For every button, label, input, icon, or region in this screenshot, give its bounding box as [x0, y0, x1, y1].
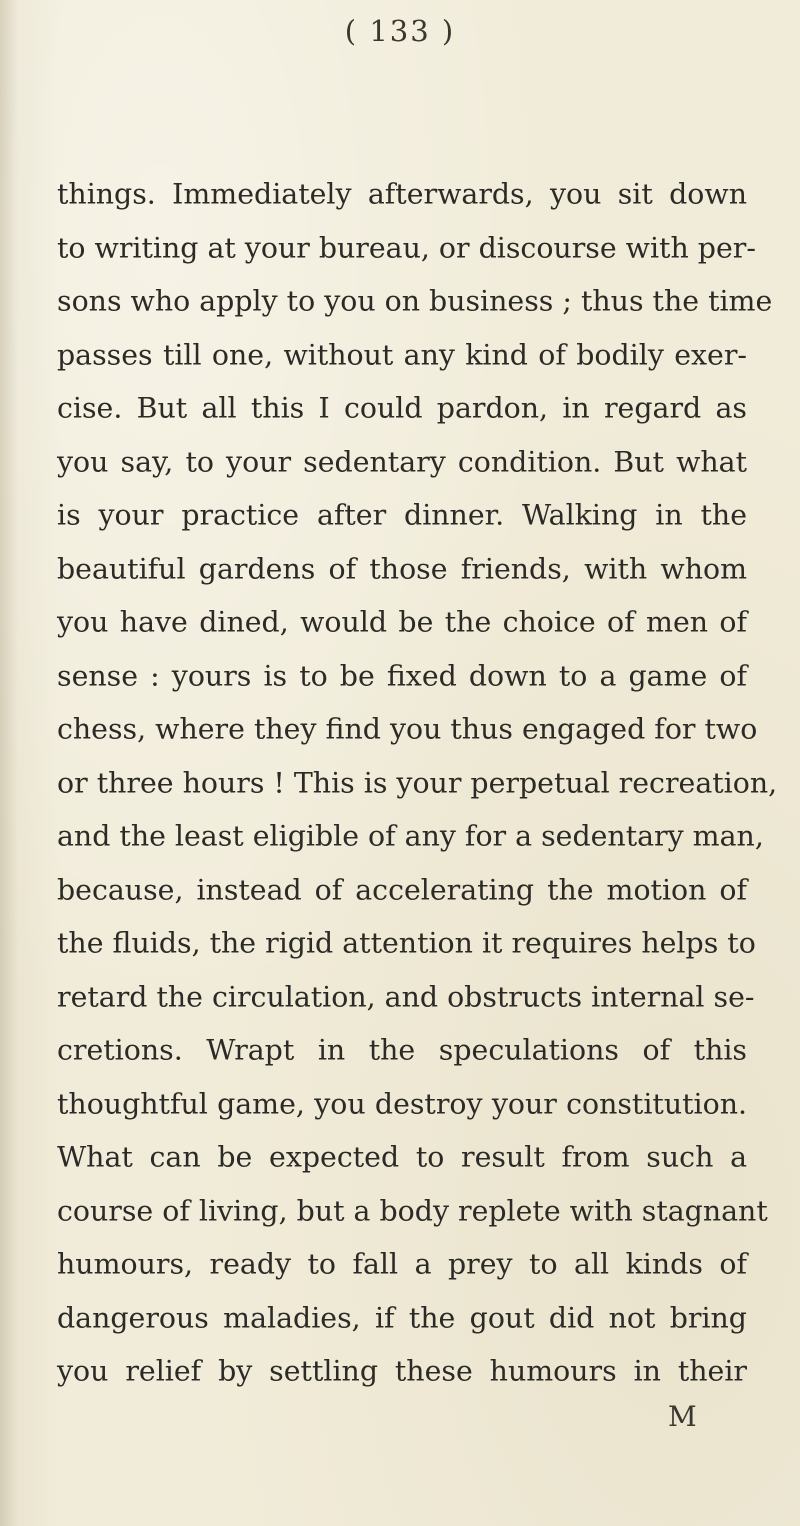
text-line: you say, to your sedentary condition. But what: [57, 445, 747, 478]
text-line: or three hours ! This is your perpetual recreation,: [57, 766, 778, 799]
text-line: beautiful gardens of those friends, with whom: [57, 552, 747, 585]
page-edge-shadow: [0, 0, 18, 1526]
text-line: cretions. Wrapt in the speculations of this: [57, 1033, 747, 1067]
text-line: you have dined, would be the choice of men of: [57, 605, 747, 639]
text-line: passes till one, without any kind of bodily exer-: [57, 338, 747, 371]
text-line: course of living, but a body replete with stagnant: [57, 1194, 768, 1227]
catchword: M: [668, 1400, 697, 1433]
text-line: you relief by settling these humours in their: [57, 1354, 747, 1388]
text-line: cise. But all this I could pardon, in regard as: [57, 391, 747, 425]
text-line: thoughtful game, you destroy your constitution.: [57, 1087, 747, 1120]
text-line: to writing at your bureau, or discourse with per-: [57, 231, 756, 264]
page-number-header: ( 133 ): [344, 14, 456, 48]
text-line: is your practice after dinner. Walking in the: [57, 498, 747, 532]
text-line: chess, where they find you thus engaged for two: [57, 712, 758, 746]
text-line: humours, ready to fall a prey to all kinds of: [57, 1247, 747, 1281]
text-line: retard the circulation, and obstructs internal se-: [57, 980, 755, 1013]
text-line: things. Immediately afterwards, you sit down: [57, 177, 747, 211]
text-line: sons who apply to you on business ; thus the time: [57, 284, 773, 318]
text-line: What can be expected to result from such a: [57, 1140, 747, 1174]
text-line: the fluids, the rigid attention it requires helps to: [57, 926, 756, 960]
text-line: and the least eligible of any for a sedentary man,: [57, 819, 764, 853]
text-line: because, instead of accelerating the motion of: [57, 873, 747, 906]
body-text: [57, 176, 778, 1391]
text-line: dangerous maladies, if the gout did not bring: [57, 1301, 747, 1334]
text-line: sense : yours is to be fixed down to a game of: [57, 659, 747, 692]
